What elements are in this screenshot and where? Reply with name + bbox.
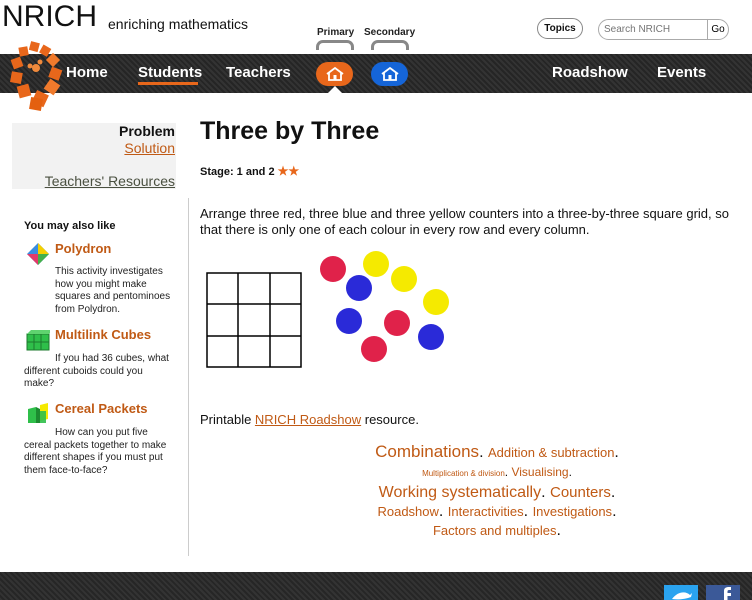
tab-teachers-resources[interactable]: Teachers' Resources: [44, 173, 175, 189]
nrich-spiral-logo-icon[interactable]: [8, 40, 64, 112]
tag-multiplication[interactable]: Multiplication & division: [422, 469, 505, 478]
counter-yellow: [391, 266, 417, 292]
counter-blue: [346, 275, 372, 301]
polydron-icon[interactable]: [26, 242, 50, 266]
home-icon: [325, 66, 345, 82]
tag-investigations[interactable]: Investigations: [532, 504, 613, 519]
multilink-cubes-icon[interactable]: [26, 330, 50, 352]
related-title-cereal-packets[interactable]: Cereal Packets: [55, 401, 148, 416]
nav-active-underline: [138, 82, 198, 85]
related-title-multilink-cubes[interactable]: Multilink Cubes: [55, 327, 152, 342]
stage-stars: ★★: [277, 164, 300, 178]
page-title: Three by Three: [200, 117, 380, 145]
nrich-logo-text[interactable]: NRICH: [2, 0, 97, 33]
search-input[interactable]: [598, 19, 708, 40]
tag-factors-and-multiples[interactable]: Factors and multiples: [432, 523, 557, 538]
primary-brace: [316, 40, 354, 50]
counter-red: [384, 310, 410, 336]
twitter-icon[interactable]: [664, 585, 698, 600]
secondary-home-button[interactable]: [371, 62, 408, 86]
nav-events[interactable]: Events: [657, 64, 707, 81]
primary-label[interactable]: Primary: [317, 27, 355, 38]
secondary-label[interactable]: Secondary: [364, 27, 416, 38]
tag-roadshow[interactable]: Roadshow: [377, 504, 439, 519]
related-desc-polydron: This activity investigates how you might make squares and pentominoes from Polydron.: [55, 266, 171, 315]
nav-teachers[interactable]: Teachers: [226, 64, 291, 81]
counter-blue: [336, 308, 362, 334]
tag-working-systematically[interactable]: Working systematically: [378, 484, 542, 501]
tab-solution[interactable]: Solution: [124, 140, 175, 156]
nav-students[interactable]: Students: [138, 64, 203, 81]
topics-button[interactable]: Topics: [537, 18, 583, 39]
facebook-icon[interactable]: [706, 585, 740, 600]
counter-red: [361, 336, 387, 362]
nav-roadshow[interactable]: Roadshow: [552, 64, 628, 81]
related-desc-cereal-packets: How can you put five cereal packets together to make different shapes if you must put them face-to-face?: [24, 427, 167, 476]
tab-problem[interactable]: Problem: [118, 123, 175, 139]
roadshow-link[interactable]: NRICH Roadshow: [254, 412, 362, 427]
primary-home-button[interactable]: [316, 62, 353, 86]
tag-counters[interactable]: Counters: [549, 484, 611, 501]
you-may-also-like-heading: You may also like: [24, 220, 116, 232]
active-pointer-icon: [327, 86, 343, 94]
problem-intro: Arrange three red, three blue and three yellow counters into a three-by-three square grid, so that there is only one of each colour in every row and every column.: [200, 206, 729, 237]
counter-yellow: [363, 251, 389, 277]
home-icon: [380, 66, 400, 82]
counter-red: [320, 256, 346, 282]
go-button[interactable]: Go: [707, 19, 729, 40]
secondary-brace: [371, 40, 409, 50]
related-desc-multilink-cubes: If you had 36 cubes, what different cuboids could you make?: [24, 353, 169, 389]
printable-line: Printable NRICH Roadshow resource.: [200, 412, 419, 427]
tag-combinations[interactable]: Combinations: [375, 442, 480, 461]
tagline: enriching mathematics: [108, 16, 249, 32]
tag-cloud: Combinations. Addition & subtraction. Multiplication & division. Visualising. Working systematically. Counters. Roadshow. Interactivities. Investigations. Factors and multiples.: [375, 442, 619, 539]
nav-home[interactable]: Home: [66, 64, 108, 81]
three-by-three-grid: [206, 272, 302, 368]
footer-bar: [0, 572, 752, 600]
cereal-packets-icon[interactable]: [26, 403, 50, 425]
related-title-polydron[interactable]: Polydron: [55, 241, 112, 256]
stage-label: Stage: 1 and 2 ★★: [200, 164, 300, 178]
counter-blue: [418, 324, 444, 350]
tag-interactivities[interactable]: Interactivities: [447, 504, 524, 519]
tag-visualising[interactable]: Visualising: [511, 465, 569, 479]
sidebar-divider: [188, 198, 189, 556]
counters-group: [316, 248, 452, 366]
tag-addition[interactable]: Addition & subtraction: [487, 445, 615, 460]
counter-yellow: [423, 289, 449, 315]
